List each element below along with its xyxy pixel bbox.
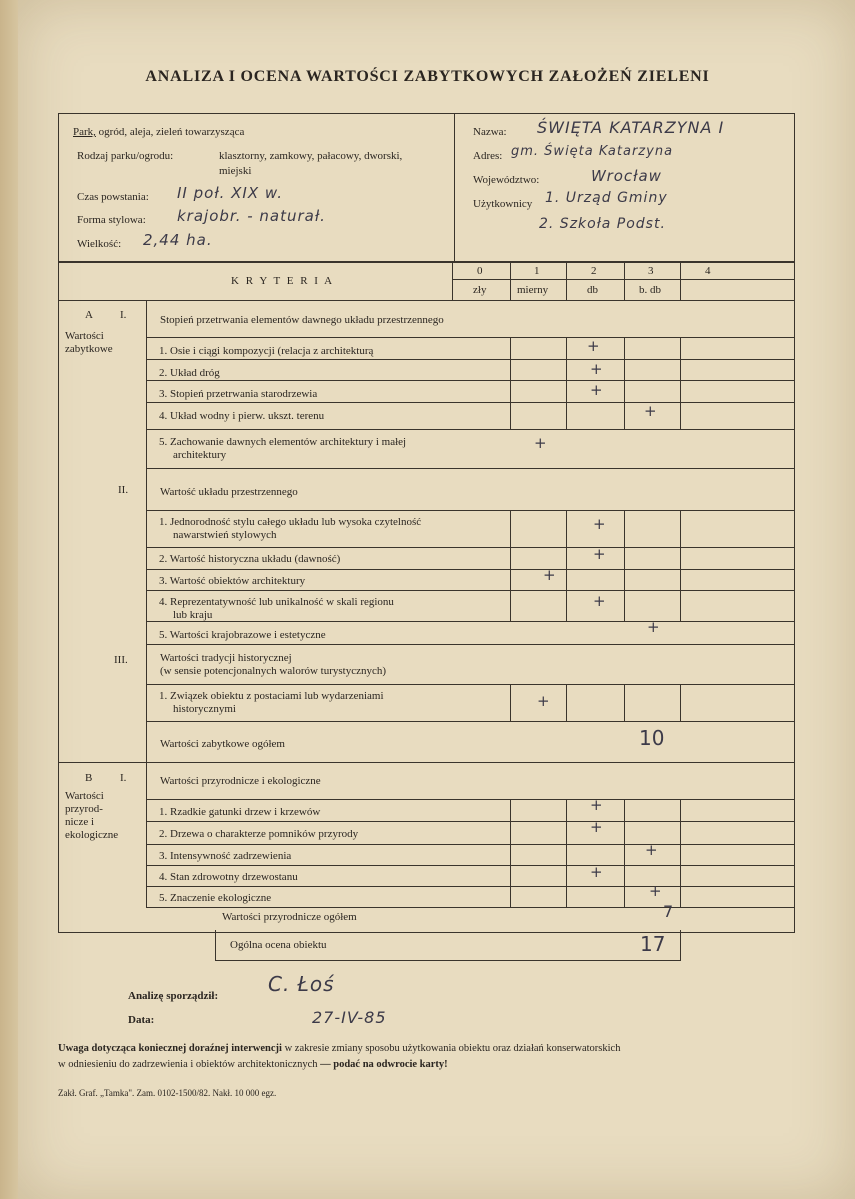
forma-label: Forma stylowa:: [77, 214, 146, 226]
overall-value: 17: [640, 932, 666, 956]
wojewodztwo-value: Wrocław: [591, 167, 662, 185]
rodzaj-values: klasztorny, zamkowy, pałacowy, dworski,: [219, 150, 403, 162]
mark-a2-4: +: [593, 592, 606, 610]
wojewodztwo-label: Województwo:: [473, 174, 540, 186]
criterion-a1-1: 1. Osie i ciągi kompozycji (relacja z architekturą: [159, 345, 374, 357]
total-b-value: 7: [663, 902, 674, 921]
section-b-name-2: przyrod-: [65, 803, 103, 815]
row-line: [146, 429, 794, 430]
section-a-name-1: Wartości: [65, 330, 104, 342]
nazwa-value: ŚWIĘTA KATARZYNA I: [537, 118, 725, 137]
row-line: [146, 844, 794, 845]
score-1: 1: [534, 265, 540, 277]
header-bottom-line: [59, 300, 794, 301]
header-box: [58, 113, 795, 263]
col-line: [566, 337, 567, 429]
park-label: Park, ogród, aleja, zieleń towarzysząca: [73, 126, 245, 138]
criterion-a2-3: 3. Wartość obiektów architektury: [159, 575, 306, 587]
score-3: 3: [648, 265, 654, 277]
row-line: [146, 865, 794, 866]
criterion-a2-4a: 4. Reprezentatywność lub unikalność w skali regionu: [159, 596, 394, 608]
czas-label: Czas powstania:: [77, 191, 149, 203]
col-line: [624, 799, 625, 907]
criterion-a1-2: 2. Układ dróg: [159, 367, 220, 379]
col-line: [680, 684, 681, 721]
section-a-letter: A: [85, 309, 93, 321]
criterion-a2-2: 2. Wartość historyczna układu (dawność): [159, 553, 341, 565]
criteria-table: [58, 261, 795, 933]
criterion-a2-4b: lub kraju: [173, 609, 213, 621]
section-b-name-3: nicze i: [65, 816, 95, 828]
criterion-b1-3: 3. Intensywność zadrzewienia: [159, 850, 292, 862]
col-line: [680, 262, 681, 300]
row-line: [146, 644, 794, 645]
rodzaj-values-2: miejski: [219, 165, 252, 177]
mark-b1-4: +: [590, 863, 603, 881]
col-line: [680, 337, 681, 429]
czas-value: II poł. XIX w.: [177, 184, 283, 202]
header-divider: [454, 114, 455, 262]
row-line: [146, 569, 794, 570]
mark-b1-2: +: [590, 818, 603, 836]
section-b-number: I.: [120, 772, 127, 784]
col-line: [680, 799, 681, 907]
group-1-heading: Stopień przetrwania elementów dawnego układu przestrzennego: [160, 314, 444, 326]
col-line: [510, 337, 511, 429]
col-line: [510, 799, 511, 907]
mark-a2-3: +: [543, 566, 556, 584]
row-line: [146, 886, 794, 887]
mark-b1-1: +: [590, 796, 603, 814]
row-line: [146, 821, 794, 822]
col-line: [680, 510, 681, 621]
group-2-heading: Wartość układu przestrzennego: [160, 486, 298, 498]
mark-a3-1: +: [537, 692, 550, 710]
criterion-b1-4: 4. Stan zdrowotny drzewostanu: [159, 871, 298, 883]
row-line: [146, 547, 794, 548]
section-ii-number: II.: [118, 484, 129, 496]
row-line: [146, 721, 794, 722]
mark-a1-3: +: [590, 381, 603, 399]
criterion-a2-5: 5. Wartości krajobrazowe i estetyczne: [159, 629, 326, 641]
col-line: [624, 262, 625, 300]
criterion-a2-1b: nawarstwień stylowych: [173, 529, 277, 541]
criterion-a1-5b: architektury: [173, 449, 227, 461]
col-line: [146, 300, 147, 907]
score-2: 2: [591, 265, 597, 277]
total-b-label: Wartości przyrodnicze ogółem: [222, 911, 357, 923]
col-line: [452, 262, 453, 300]
paper-edge: [0, 0, 18, 1199]
overall-label: Ogólna ocena obiektu: [230, 939, 327, 951]
col-line: [624, 510, 625, 621]
criterion-a3-1b: historycznymi: [173, 703, 236, 715]
criterion-b1-2: 2. Drzewa o charakterze pomników przyrody: [159, 828, 359, 840]
section-b-name-4: ekologiczne: [65, 829, 119, 841]
adres-value: gm. Święta Katarzyna: [511, 144, 674, 159]
row-line: [146, 402, 794, 403]
rodzaj-label: Rodzaj parku/ogrodu:: [77, 150, 174, 162]
wielkosc-value: 2,44 ha.: [143, 231, 213, 249]
mark-a1-5: +: [534, 434, 547, 452]
total-a-value: 10: [639, 726, 665, 750]
col-line: [566, 262, 567, 300]
col-line: [566, 510, 567, 621]
row-line: [146, 621, 794, 622]
col-line: [566, 684, 567, 721]
uzytkownicy-value-1: 1. Urząd Gminy: [545, 190, 668, 206]
group-4-heading: Wartości przyrodnicze i ekologiczne: [160, 775, 321, 787]
row-line: [146, 380, 794, 381]
col-line: [624, 684, 625, 721]
score-header-line: [452, 279, 794, 280]
score-0: 0: [477, 265, 483, 277]
total-a-label: Wartości zabytkowe ogółem: [160, 738, 285, 750]
criterion-a2-1a: 1. Jednorodność stylu całego układu lub wysoka czytelność: [159, 516, 422, 528]
adres-label: Adres:: [473, 150, 503, 162]
section-b-line: [59, 762, 794, 763]
group-3-heading-a: Wartości tradycji historycznej: [160, 652, 292, 664]
score-label-3: b. db: [639, 284, 661, 296]
overall-box: [215, 930, 681, 961]
mark-b1-5: +: [649, 882, 662, 900]
criterion-a1-4: 4. Układ wodny i pierw. ukszt. terenu: [159, 410, 325, 422]
score-label-1: mierny: [517, 284, 549, 296]
col-line: [566, 799, 567, 907]
criterion-a1-3: 3. Stopień przetrwania starodrzewia: [159, 388, 318, 400]
criterion-b1-5: 5. Znaczenie ekologiczne: [159, 892, 272, 904]
group-3-heading-b: (w sensie potencjonalnych walorów turystycznych): [160, 665, 387, 677]
col-line: [624, 337, 625, 429]
row-line: [146, 907, 794, 908]
analiza-signature: C. Łoś: [268, 972, 335, 996]
data-label: Data:: [128, 1014, 155, 1026]
mark-a1-4: +: [644, 402, 657, 420]
mark-a2-5: +: [647, 618, 660, 636]
mark-b1-3: +: [645, 841, 658, 859]
section-a-number: I.: [120, 309, 127, 321]
row-line: [146, 684, 794, 685]
col-line: [510, 262, 511, 300]
criterion-a1-5a: 5. Zachowanie dawnych elementów architektury i małej: [159, 436, 407, 448]
kryteria-heading: K R Y T E R I A: [231, 275, 335, 287]
forma-value: krajobr. - naturał.: [177, 207, 326, 225]
score-4: 4: [705, 265, 711, 277]
criterion-b1-1: 1. Rzadkie gatunki drzew i krzewów: [159, 806, 321, 818]
section-b-name-1: Wartości: [65, 790, 104, 802]
criterion-a3-1a: 1. Związek obiektu z postaciami lub wydarzeniami: [159, 690, 384, 702]
uzytkownicy-label: Użytkownicy: [473, 198, 533, 210]
wielkosc-label: Wielkość:: [77, 238, 122, 250]
section-a-name-2: zabytkowe: [65, 343, 113, 355]
row-line: [146, 510, 794, 511]
mark-a1-2: +: [590, 360, 603, 378]
score-label-0: zły: [473, 284, 487, 296]
data-value: 27-IV-85: [312, 1008, 387, 1027]
row-line: [146, 337, 794, 338]
analiza-label: Analizę sporządził:: [128, 990, 219, 1002]
page-title: ANALIZA I OCENA WARTOŚCI ZABYTKOWYCH ZAŁOŻEŃ ZIELENI: [145, 68, 710, 85]
mark-a1-1: +: [587, 337, 600, 355]
row-line: [146, 359, 794, 360]
uzytkownicy-value-2: 2. Szkoła Podst.: [539, 216, 666, 232]
note-text: Uwaga dotycząca koniecznej doraźnej interwencji w zakresie zmiany sposobu użytkowania obiektu oraz działań konserwatorskich w odniesieniu do zadrzewienia i obiektów architektonicznych — podać na odwrocie karty!: [58, 1043, 621, 1070]
row-line: [146, 468, 794, 469]
mark-a2-2: +: [593, 545, 606, 563]
section-b-letter: B: [85, 772, 93, 784]
printer-info: Zakł. Graf. „Tamka". Zam. 0102-1500/82. Nakł. 10 000 egz.: [58, 1088, 277, 1098]
col-line: [510, 510, 511, 621]
row-line: [146, 799, 794, 800]
col-line: [510, 684, 511, 721]
mark-a2-1: +: [593, 515, 606, 533]
section-iii-number: III.: [114, 654, 128, 666]
row-line: [146, 590, 794, 591]
nazwa-label: Nazwa:: [473, 126, 507, 138]
score-label-2: db: [587, 284, 598, 296]
